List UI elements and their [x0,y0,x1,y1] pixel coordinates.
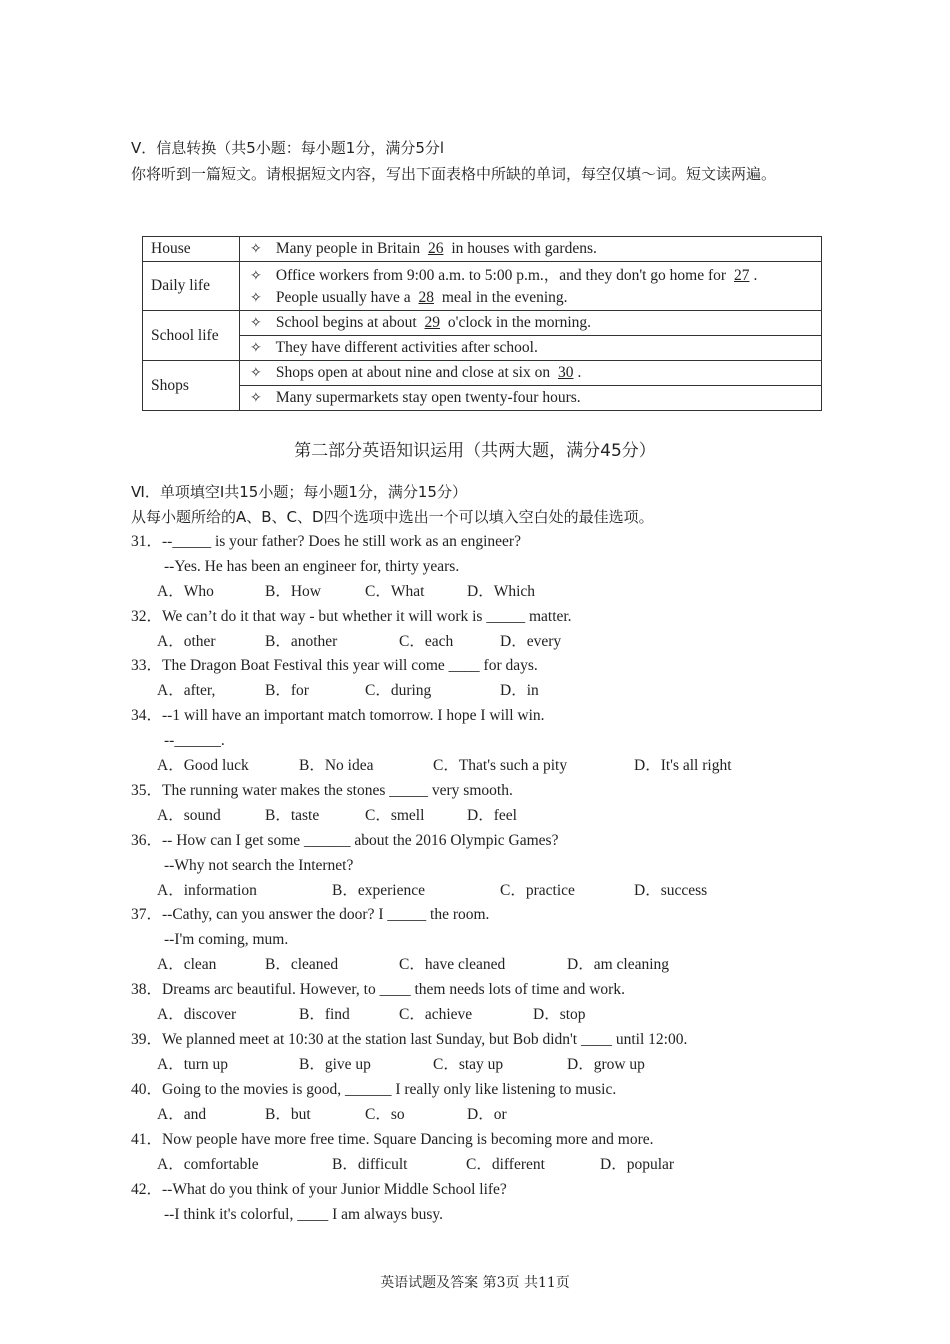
blank-26: 26 [427,240,444,257]
q32-option-d[interactable]: D．every [500,633,562,650]
q37-option-d[interactable]: D．am cleaning [567,956,670,973]
page-footer: 英语试题及答案 第3页 共11页 [380,1275,570,1291]
q37-sub: --I'm coming, mum. [164,931,289,948]
q37-option-a[interactable]: A．clean [157,956,217,973]
q39-option-a[interactable]: A．turn up [157,1056,229,1073]
row-shops-1: ✧ Shops open at about nine and close at six on 30 . [240,361,822,386]
star-icon: ✧ [250,290,262,306]
q36-sub: --Why not search the Internet? [164,857,354,874]
q36-option-b[interactable]: B．experience [332,882,425,899]
blank-28: 28 [418,289,434,306]
q41-stem: 41．Now people have more free time. Square Dancing is becoming more and more. [131,1131,654,1148]
q34-option-b[interactable]: B．No idea [299,757,374,774]
blank-27: 27 [733,267,750,284]
q36-stem: 36．-- How can I get some ______ about the 2016 Olympic Games? [131,832,559,849]
q40-option-b[interactable]: B．but [265,1106,311,1123]
row-school-2: ✧ They have different activities after school. [240,336,822,361]
q39-option-d[interactable]: D．grow up [567,1056,645,1073]
star-icon: ✧ [250,340,262,356]
part2-title: 第二部分英语知识运用（共两大题，满分45分） [294,441,656,461]
q38-option-c[interactable]: C．achieve [399,1006,473,1023]
q37-option-b[interactable]: B．cleaned [265,956,339,973]
q31-option-c[interactable]: C．What [365,583,425,600]
cat-house: House [143,237,240,262]
q41-option-c[interactable]: C．different [466,1156,545,1173]
q35-option-d[interactable]: D．feel [467,807,517,824]
q42-sub: --I think it's colorful, ____ I am always busy. [164,1206,444,1223]
q33-option-a[interactable]: A．after, [157,682,216,699]
q40-option-d[interactable]: D．or [467,1106,507,1123]
q36-option-a[interactable]: A．information [157,882,257,899]
q38-option-a[interactable]: A．discover [157,1006,237,1023]
blank-29: 29 [424,314,441,331]
q33-option-c[interactable]: C．during [365,682,432,699]
q32-option-c[interactable]: C．each [399,633,454,650]
row-daily-2: ✧ People usually have a 28 meal in the evening. [240,286,822,311]
row-shops-2: ✧ Many supermarkets stay open twenty-four hours. [240,386,822,411]
q41-option-a[interactable]: A．comfortable [157,1156,259,1173]
section5-instruction: 你将听到一篇短文。请根据短文内容，写出下面表格中所缺的单词，每空仅填～词。短文读两遍。 [131,165,777,183]
q34-option-d[interactable]: D．It's all right [634,757,732,774]
q35-option-a[interactable]: A．sound [157,807,221,824]
q31-option-d[interactable]: D．Which [467,583,536,600]
q33-stem: 33．The Dragon Boat Festival this year will come ____ for days. [131,657,538,674]
row-daily-1: ✧ Office workers from 9:00 a.m. to 5:00 p.m.，and they don't go home for 27 . [240,262,822,287]
q34-stem: 34．--1 will have an important match tomorrow. I hope I will win. [131,707,545,724]
q40-option-a[interactable]: A．and [157,1106,207,1123]
star-icon: ✧ [250,365,262,381]
q38-stem: 38．Dreams arc beautiful. However, to ____ them needs lots of time and work. [131,981,625,998]
q41-option-d[interactable]: D．popular [600,1156,675,1173]
section6-instruction: 从每小题所给的A、B、C、D四个选项中选出一个可以填入空白处的最佳选项。 [131,508,654,526]
q39-stem: 39．We planned meet at 10:30 at the station last Sunday, but Bob didn't ____ until 12:00. [131,1031,688,1048]
q41-option-b[interactable]: B．difficult [332,1156,408,1173]
cat-daily: Daily life [143,262,240,311]
row-school-1: ✧ School begins at about 29 o'clock in the morning. [240,311,822,336]
star-icon: ✧ [250,315,262,331]
q37-option-c[interactable]: C．have cleaned [399,956,506,973]
q34-sub: --______. [164,732,225,749]
q40-option-c[interactable]: C．so [365,1106,405,1123]
section5-title: Ⅴ．信息转换（共5小题：每小题1分，满分5分l [131,139,445,157]
q33-option-b[interactable]: B．for [265,682,309,699]
q37-stem: 37．--Cathy, can you answer the door? I _____ the room. [131,906,490,923]
q35-stem: 35．The running water makes the stones _____ very smooth. [131,782,513,799]
q31-sub: --Yes. He has been an engineer for, thirty years. [164,558,460,575]
cat-school: School life [143,311,240,361]
star-icon: ✧ [250,241,262,257]
q33-option-d[interactable]: D．in [500,682,539,699]
q36-option-d[interactable]: D．success [634,882,708,899]
q36-option-c[interactable]: C．practice [500,882,575,899]
q39-option-b[interactable]: B．give up [299,1056,371,1073]
row-house-1: ✧ Many people in Britain 26 in houses with gardens. [240,237,822,262]
q32-option-b[interactable]: B．another [265,633,338,650]
q32-stem: 32．We can’t do it that way - but whether it will work is _____ matter. [131,608,572,625]
q39-option-c[interactable]: C．stay up [433,1056,504,1073]
q34-option-a[interactable]: A．Good luck [157,757,249,774]
q35-option-c[interactable]: C．smell [365,807,425,824]
star-icon: ✧ [250,390,262,406]
q34-option-c[interactable]: C．That's such a pity [433,757,568,774]
q32-option-a[interactable]: A．other [157,633,216,650]
info-table [142,236,822,411]
q31-stem: 31．--_____ is your father? Does he still work as an engineer? [131,533,521,550]
q40-stem: 40．Going to the movies is good, ______ I really only like listening to music. [131,1081,617,1098]
cat-shops: Shops [143,361,240,411]
q38-option-d[interactable]: D．stop [533,1006,586,1023]
star-icon: ✧ [250,268,262,284]
q38-option-b[interactable]: B．find [299,1006,350,1023]
q35-option-b[interactable]: B．taste [265,807,320,824]
q31-option-a[interactable]: A．Who [157,583,214,600]
section6-title: Ⅵ．单项填空I共15小题；每小题1分，满分15分） [131,483,467,501]
q42-stem: 42．--What do you think of your Junior Middle School life? [131,1181,507,1198]
blank-30: 30 [557,364,574,381]
q31-option-b[interactable]: B．How [265,583,321,600]
